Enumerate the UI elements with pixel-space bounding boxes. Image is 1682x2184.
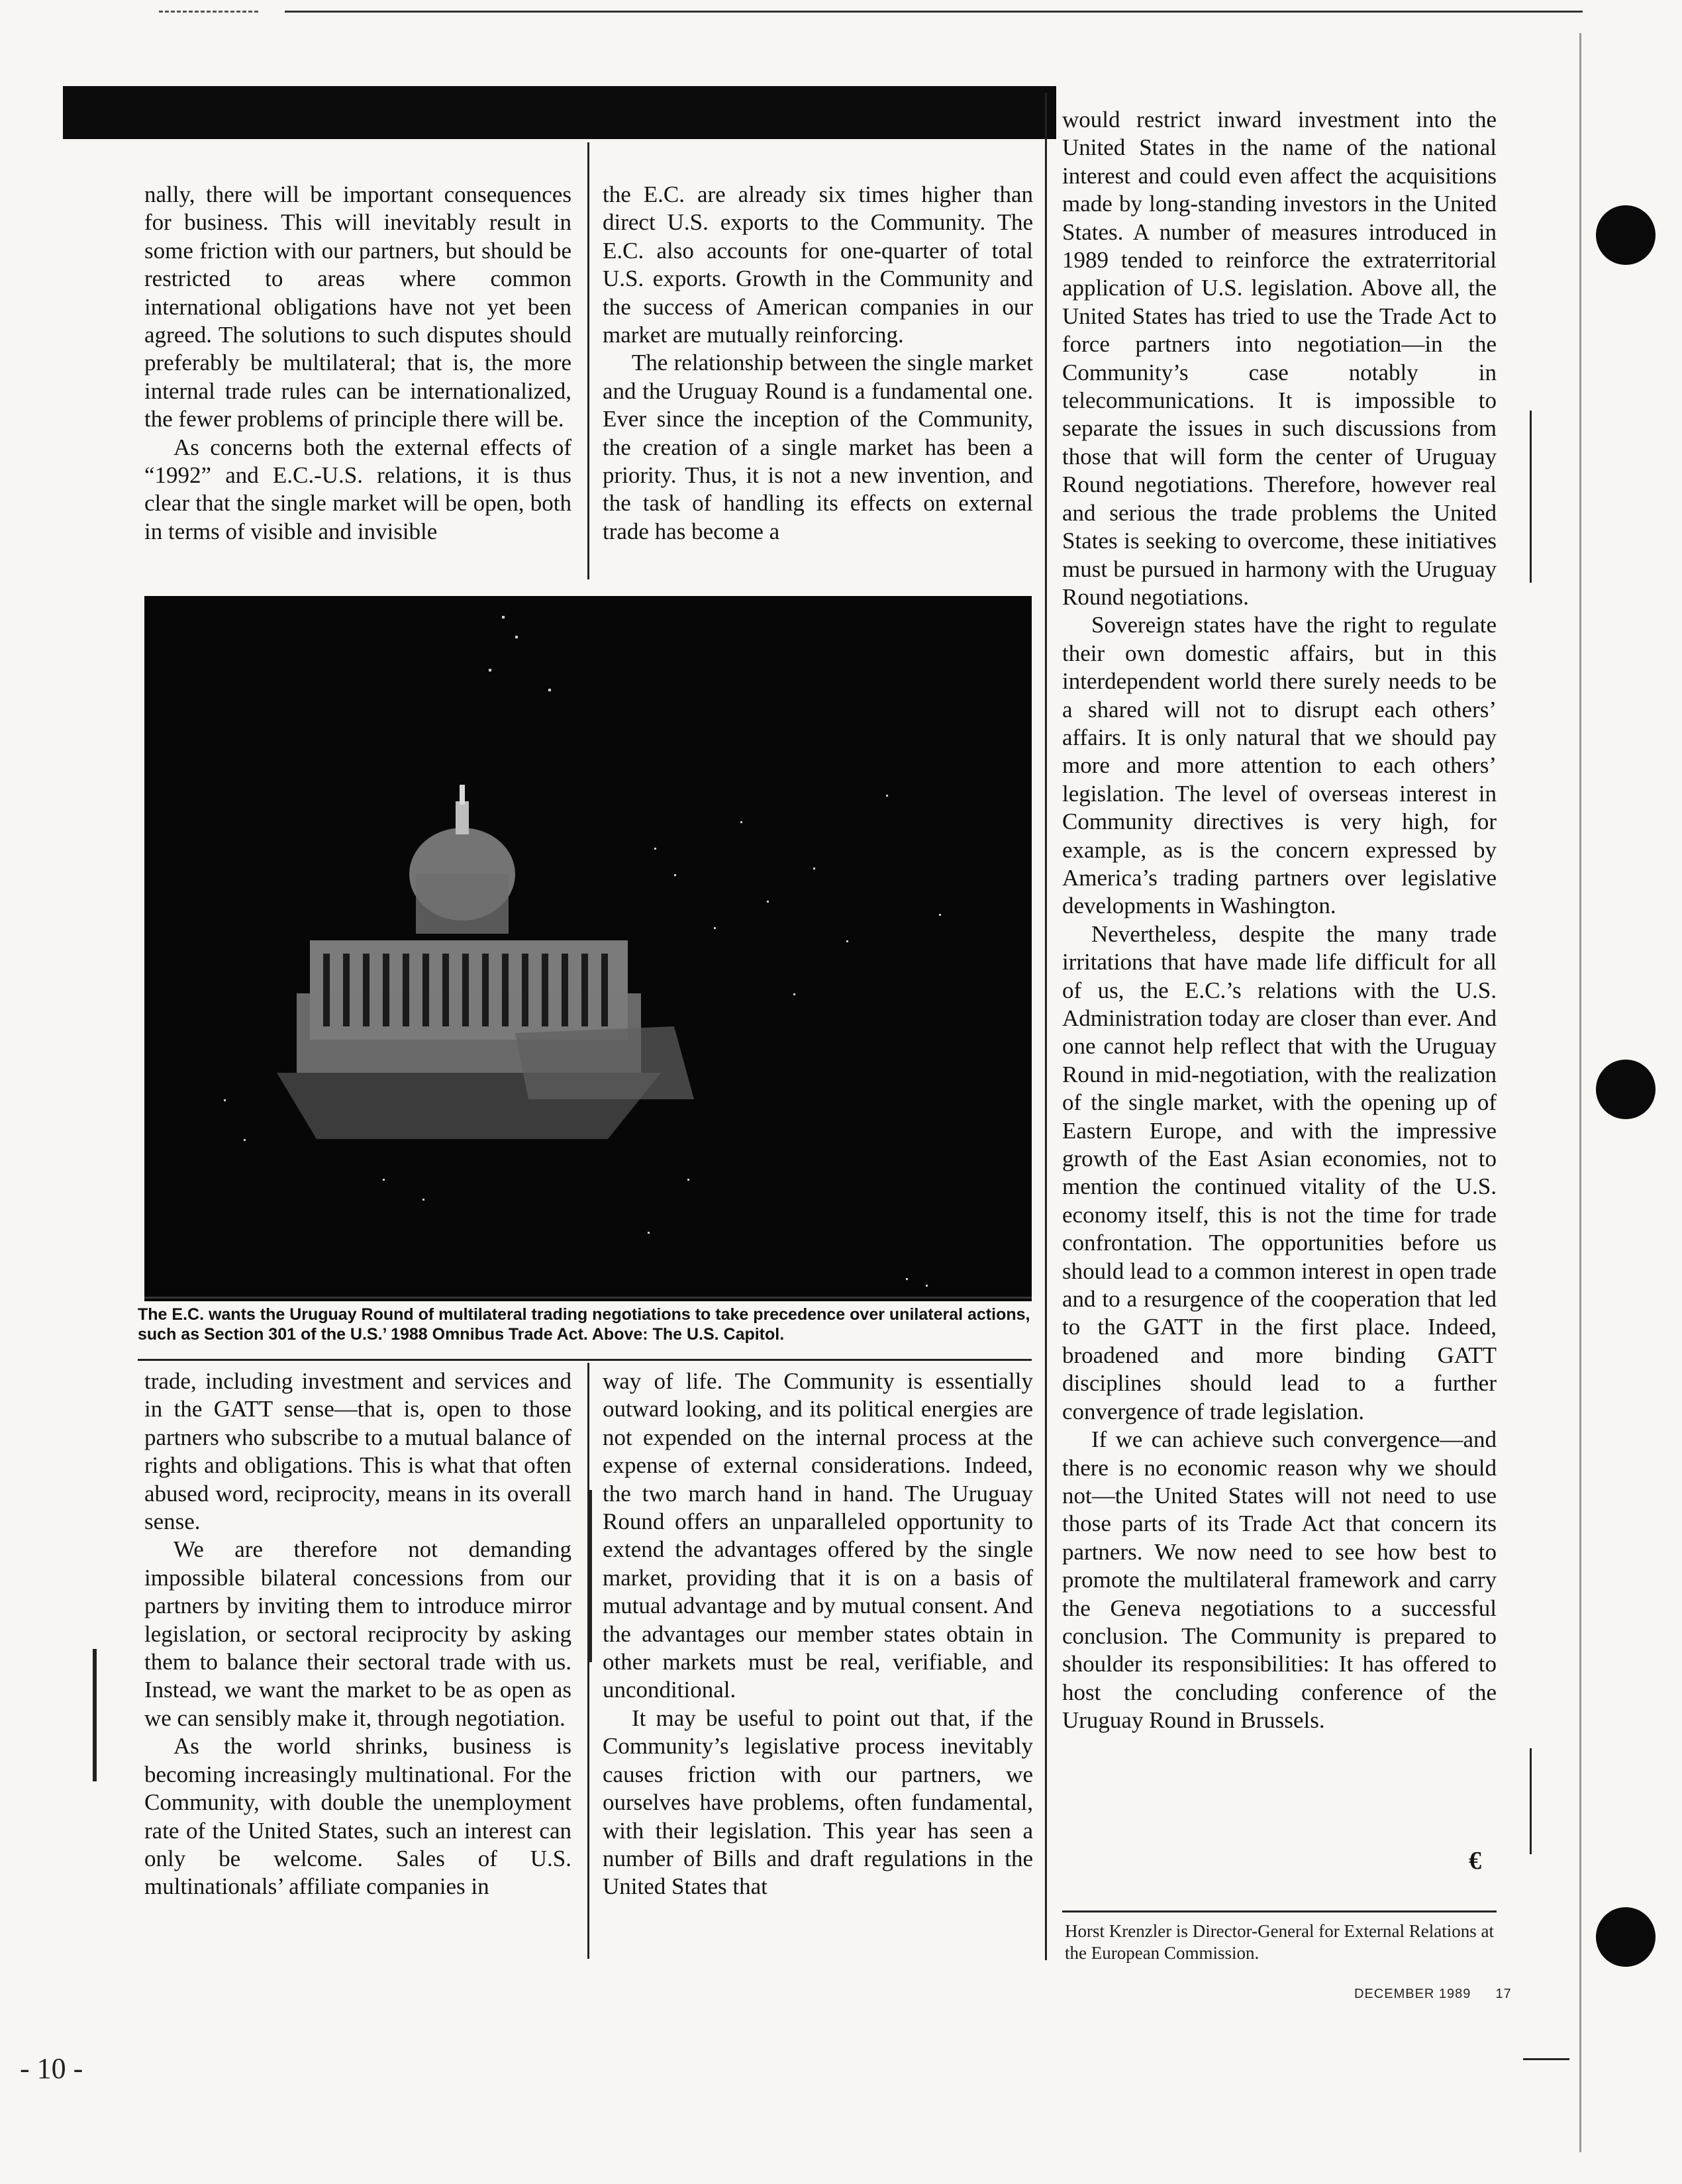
margin-mark	[1530, 1748, 1532, 1854]
punch-hole	[1596, 205, 1656, 265]
paragraph: We are therefore not demanding impossible bilateral concessions from our partners by inviting them to introduce mirror legislation, or sectoral reciprocity by asking them to balance their sectoral trade with us. Instead, we want the market to be as open as we can sensibly make it, through negotiation.	[144, 1536, 571, 1731]
paragraph: trade, including investment and services and in the GATT sense—that is, open to those partners who subscribe to a mutual balance of rights and obligations. This is what that often abused word, reciprocity, means in its overall sense.	[144, 1368, 571, 1535]
paragraph: As the world shrinks, business is becoming increasingly multinational. For the Community, with double the unemployment rate of the United States, such an interest can only be welcome. Sales of U.S. multinationals’ affiliate companies in	[144, 1733, 571, 1900]
margin-mark	[1530, 411, 1532, 583]
magazine-page-number: 17	[1495, 1987, 1512, 2001]
paragraph: It may be useful to point out that, if the Community’s legislative process inevitably causes friction with our partners, we ourselves have problems, often fundamental, with their legislation. This year has seen a number of Bills and draft regulations in the United States that	[603, 1705, 1033, 1900]
column-1-bottom	[144, 1367, 571, 1901]
paragraph: would restrict inward investment into the United States in the name of the national interest and could even affect the acquisitions made by long-standing investors in the United States. A number of measures introduced in 1989 tended to reinforce the extraterritorial application of U.S. legislation. Above all, the United States has tried to use the Trade Act to force partners into negotiation—in the Community’s case notably in telecommunications. It is impossible to separate the issues in such discussions from those that will form the center of Uruguay Round negotiations. Therefore, however real and serious the trade problems the United States is seeking to overcome, these initiatives must be pursued in harmony with the Uruguay Round negotiations.	[1062, 107, 1497, 610]
byline-rule	[1062, 1911, 1497, 1912]
scan-edge-line	[1579, 33, 1581, 2152]
scan-dash-line	[159, 11, 258, 13]
column-1-top	[144, 181, 571, 546]
author-byline: Horst Krenzler is Director-General for External Relations at the European Commission.	[1065, 1921, 1494, 1963]
caption-rule	[138, 1359, 1032, 1361]
column-2-top	[603, 181, 1033, 546]
paragraph: Nevertheless, despite the many trade irritations that have made life difficult for all of us, the E.C.’s relations with the U.S. Administration today are closer than ever. And one cannot help reflect that with the Uruguay Round in mid-negotiation, with the realization of the single market, with the opening up of Eastern Europe, and with the impressive growth of the East Asian economies, not to mention the continued vitality of the U.S. economy itself, this is not the time for trade confrontation. The opportunities before us should lead to a common interest in open trade and to a resurgence of the cooperation that led to the GATT in the first place. Indeed, broadened and more binding GATT disciplines should lead to a further convergence of trade legislation.	[1062, 920, 1497, 1424]
column-divider	[587, 142, 589, 579]
capitol-photo	[144, 596, 1032, 1301]
photo-caption: The E.C. wants the Uruguay Round of multilateral trading negotiations to take precedence over unilateral actions, such as Section 301 of the U.S.’ 1988 Omnibus Trade Act. Above: The U.S. Capitol.	[138, 1305, 1030, 1344]
document-page-number: - 10 -	[20, 2052, 83, 2085]
paragraph: As concerns both the external effects of “1992” and E.C.-U.S. relations, it is thus clear that the single market will be open, both in terms of visible and invisible	[144, 434, 571, 544]
top-rule	[285, 11, 1583, 13]
punch-hole	[1596, 1907, 1656, 1967]
issue-date: DECEMBER 1989	[1354, 1987, 1471, 2001]
paragraph: If we can achieve such convergence—and there is no economic reason why we should not—the United States will not need to use those parts of its Trade Act that concern its partners. We now need to see how best to promote the multilateral framework and carry the Geneva negotiations to a successful conclusion. The Community is prepared to shoulder its responsibilities: It has offered to host the concluding conference of the Uruguay Round in Brussels.	[1062, 1426, 1497, 1734]
margin-mark	[93, 1649, 97, 1781]
margin-mark	[589, 1490, 592, 1662]
punch-hole	[1596, 1060, 1656, 1119]
end-mark: €	[1469, 1847, 1481, 1875]
page-footer	[1354, 1987, 1512, 2002]
paragraph: nally, there will be important consequences for business. This will inevitably result in some friction with our partners, but should be restricted to areas where common international obligations have not yet been agreed. The solutions to such disputes should preferably be multilateral; that is, the more internal trade rules can be internationalized, the fewer problems of principle there will be.	[144, 181, 571, 432]
paragraph: Sovereign states have the right to regulate their own domestic affairs, but in this interdependent world there surely needs to be a shared will not to disrupt each others’ affairs. It is only natural that we should pay more and more attention to each others’ legislation. The level of overseas interest in Community directives is very high, for example, as is the concern expressed by America’s trading partners over legislative developments in Washington.	[1062, 612, 1497, 919]
scan-dash	[1523, 2058, 1569, 2060]
paragraph: The relationship between the single market and the Uruguay Round is a fundamental one. Ever since the inception of the Community, the creation of a single market has been a priority. Thus, it is not a new invention, and the task of handling its effects on external trade has become a	[603, 350, 1033, 544]
column-3	[1062, 106, 1497, 1735]
paragraph: way of life. The Community is essentially outward looking, and its political energies are not expended on the internal process at the expense of external considerations. Indeed, the two march hand in hand. The Uruguay Round offers an unparalleled opportunity to extend the advantages offered by the single market, providing that it is on a basis of mutual advantage and by mutual consent. And the advantages our member states obtain in other markets must be real, verifiable, and unconditional.	[603, 1368, 1033, 1703]
column-divider	[1045, 93, 1047, 1960]
paragraph: the E.C. are already six times higher than direct U.S. exports to the Community. The E.C. also accounts for one-quarter of total U.S. exports. Growth in the Community and the success of American companies in our market are mutually reinforcing.	[603, 181, 1033, 348]
header-black-bar	[63, 86, 1056, 139]
column-2-bottom	[603, 1367, 1033, 1901]
